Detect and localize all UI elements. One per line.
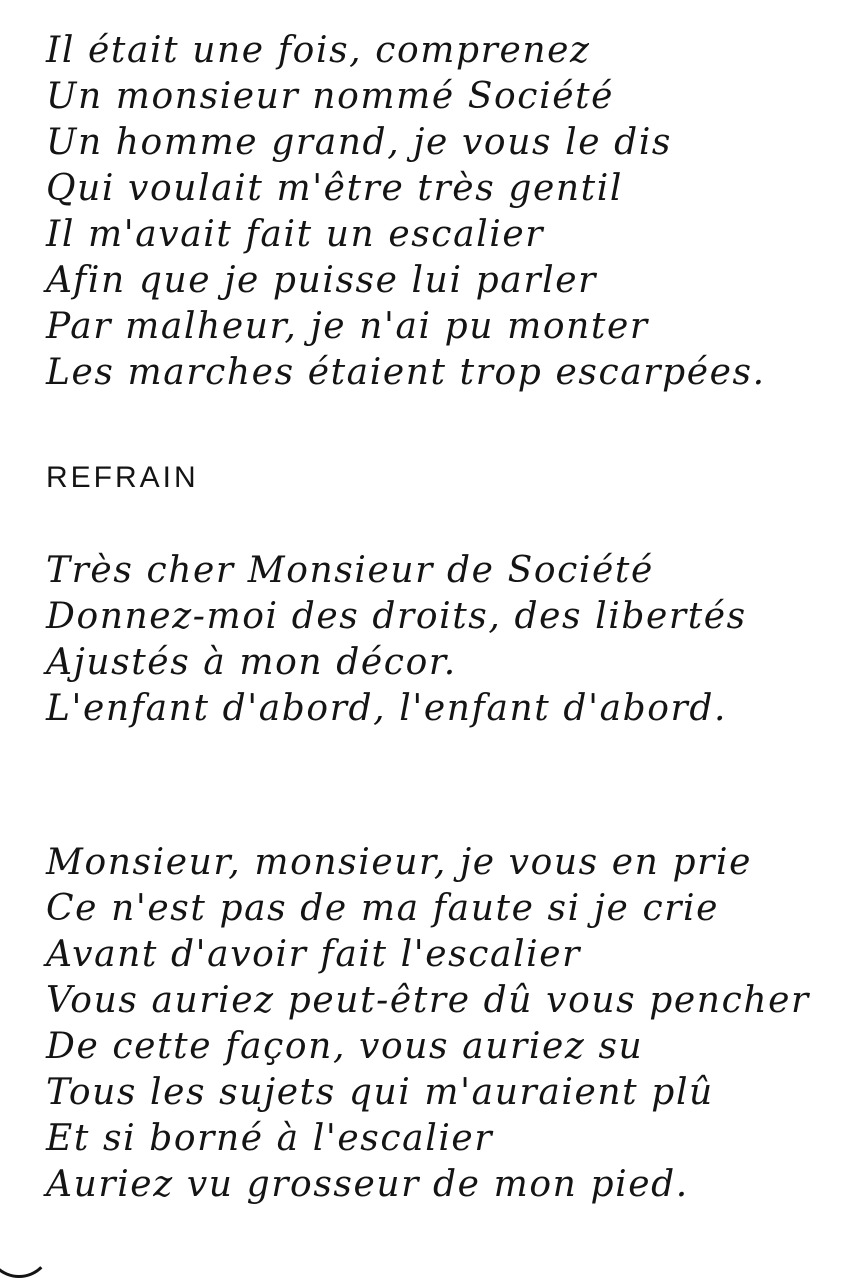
verse-line: Ce n'est pas de ma faute si je crie <box>46 888 720 929</box>
verse-line: Les marches étaient trop escarpées. <box>46 352 766 393</box>
verse-line: Avant d'avoir fait l'escalier <box>46 934 581 975</box>
verse-line: Un homme grand, je vous le dis <box>46 122 673 163</box>
verse-line: Afin que je puisse lui parler <box>46 260 597 301</box>
verse-line: Un monsieur nommé Société <box>46 76 615 117</box>
verse-line: Il était une fois, comprenez <box>46 30 591 71</box>
verse-line: Monsieur, monsieur, je vous en prie <box>46 842 752 883</box>
verse-line: Il m'avait fait un escalier <box>46 214 545 255</box>
verse-line: Par malheur, je n'ai pu monter <box>46 306 649 347</box>
refrain-line: Très cher Monsieur de Société <box>46 550 654 591</box>
verse-line: Tous les sujets qui m'auraient plû <box>46 1072 714 1113</box>
verse-line: Qui voulait m'être très gentil <box>46 168 623 209</box>
refrain-line: Ajustés à mon décor. <box>46 642 457 683</box>
refrain-line: L'enfant d'abord, l'enfant d'abord. <box>46 688 728 729</box>
verse-line: Auriez vu grosseur de mon pied. <box>46 1164 689 1205</box>
refrain-stanza <box>46 548 747 732</box>
refrain-line: Donnez-moi des droits, des libertés <box>46 596 747 637</box>
verse-stanza-1 <box>46 28 766 396</box>
refrain-heading: REFRAIN <box>46 461 199 494</box>
verse-line: Vous auriez peut-être dû vous pencher <box>46 980 810 1021</box>
verse-stanza-2 <box>46 840 810 1208</box>
verse-line: Et si borné à l'escalier <box>46 1118 494 1159</box>
verse-line: De cette façon, vous auriez su <box>46 1026 644 1067</box>
page-corner-curl <box>0 1212 52 1278</box>
